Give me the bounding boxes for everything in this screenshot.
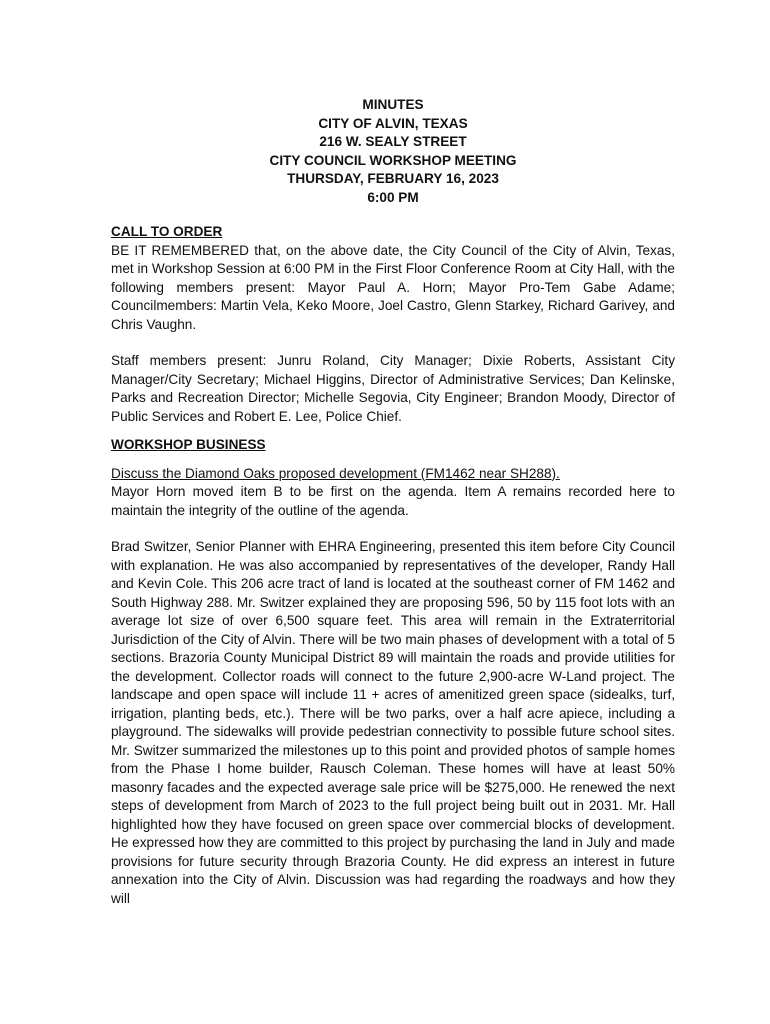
header-date: THURSDAY, FEBRUARY 16, 2023 [287, 171, 499, 186]
attendance-paragraph: BE IT REMEMBERED that, on the above date, the City Council of the City of Alvin, Texas, met in Workshop Session at 6:00 PM in the First Floor Conference Room at City Hall, with the following members present: Mayor Paul A. Horn; Mayor Pro-Tem Gabe Adame; Councilmembers: Martin Vela, Keko Moore, Joel Castro, Glenn Starkey, Richard Garivey, and Chris Vaughn. [111, 242, 675, 332]
agenda-item-note: Mayor Horn moved item B to be first on the agenda. Item A remains recorded here to maintain the integrity of the outline of the agenda. [111, 484, 675, 518]
call-to-order-heading: CALL TO ORDER [111, 224, 223, 239]
document-body [111, 96, 675, 908]
workshop-business-heading: WORKSHOP BUSINESS [111, 437, 266, 452]
discussion-paragraph: Brad Switzer, Senior Planner with EHRA Engineering, presented this item before City Council with explanation. He was also accompanied by representatives of the developer, Randy Hall and Kevin Cole. This 206 acre tract of land is located at the southeast corner of FM 1462 and South Highway 288. Mr. Switzer explained they are proposing 596, 50 by 115 foot lots with an average lot size of over 6,500 square feet. This area will remain in the Extraterritorial Jurisdiction of the City of Alvin. There will be two main phases of development with a total of 5 sections. Brazoria County Municipal District 89 will maintain the roads and provide utilities for the development. Collector roads will connect to the future 2,900-acre W-Land project. The landscape and open space will include 11 + acres of amenitized green space (sidealks, turf, irrigation, planting beds, etc.). There will be two parks, over a half acre apiece, including a playground. The sidewalks will provide pedestrian connectivity to possible future school sites. Mr. Switzer summarized the milestones up to this point and provided photos of sample homes from the Phase I home builder, Rausch Coleman. These homes will have at least 50% masonry facades and the expected average sale price will be $275,000. He renewed the next steps of development from March of 2023 to the full project being built out in 2031. Mr. Hall highlighted how they have focused on green space over commercial blocks of development. He expressed how they are committed to this project by purchasing the land in July and made provisions for future security through Brazoria County. He did express an interest in future annexation into the City of Alvin. Discussion was had regarding the roadways and how they will [111, 539, 675, 906]
header-title: MINUTES [362, 97, 424, 112]
header-city: CITY OF ALVIN, TEXAS [318, 115, 468, 131]
header-meeting-type: CITY COUNCIL WORKSHOP MEETING [269, 152, 517, 168]
minutes-header [111, 96, 675, 207]
staff-paragraph: Staff members present: Junru Roland, City Manager; Dixie Roberts, Assistant City Manager/City Secretary; Michael Higgins, Director of Administrative Services; Dan Kelinske, Parks and Recreation Director; Michelle Segovia, City Engineer; Brandon Moody, Director of Public Services and Robert E. Lee, Police Chief. [111, 353, 675, 424]
header-time: 6:00 PM [367, 189, 419, 205]
header-address: 216 W. SEALY STREET [319, 134, 467, 149]
agenda-item-title: Discuss the Diamond Oaks proposed development (FM1462 near SH288). [111, 465, 560, 481]
